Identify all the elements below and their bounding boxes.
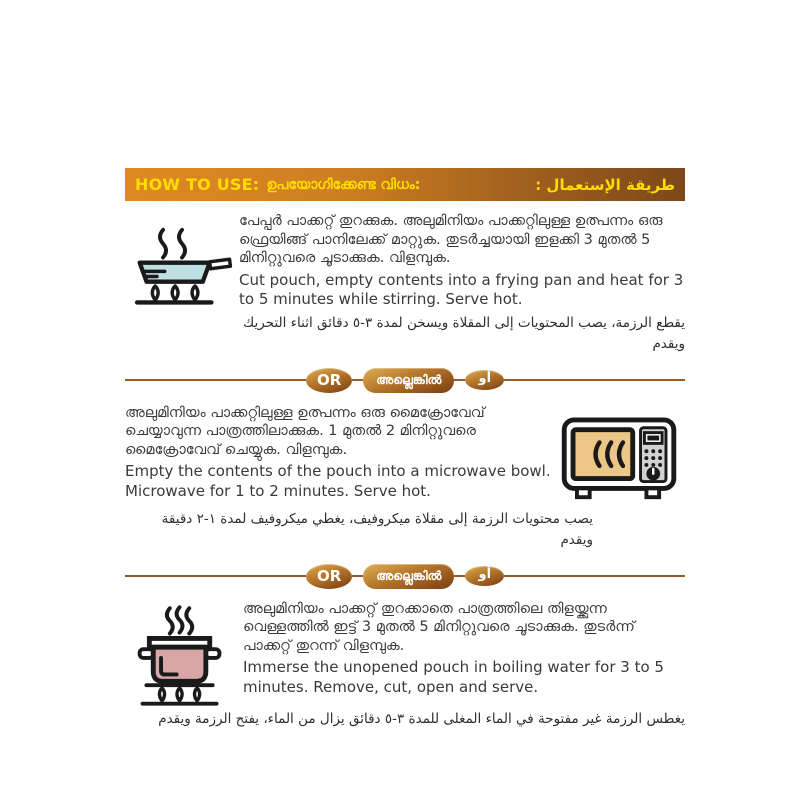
microwave-instruction-section: [125, 404, 685, 551]
microwave-icon: [561, 404, 685, 506]
how-to-use-header: [125, 168, 685, 201]
separator-line: [504, 379, 685, 381]
stove-instruction-arabic: يقطع الرزمة، يصب المحتويات إلى المقلاة ويسخن لمدة ٣-٥ دقائق اثناء التحريك ويقدم: [243, 314, 685, 352]
separator-line: [352, 575, 363, 577]
boiling-instruction-english: Immerse the unopened pouch in boiling water for 3 to 5 minutes. Remove, cut, open and serve.: [243, 658, 664, 696]
or-separator: [125, 564, 685, 589]
separator-line: [352, 379, 363, 381]
header-title-english: HOW TO USE:: [135, 175, 260, 194]
microwave-instruction-arabic: يصب محتويات الرزمة إلى مقلاة ميكروفيف، يغطي ميكروفيف لمدة ١-٢ دقيقة ويقدم: [161, 510, 593, 548]
header-left: [135, 175, 420, 194]
separator-line: [454, 379, 465, 381]
microwave-instruction-english: Empty the contents of the pouch into a microwave bowl. Microwave for 1 to 2 minutes. Serve hot.: [125, 462, 551, 500]
microwave-instruction-malayalam: അലുമിനിയം പാക്കറ്റിലുള്ള ഉത്പന്നം ഒരു മൈക്രോവേവ് ചെയ്യാവുന്ന പാത്രത്തിലാക്കുക. 1 മുതൽ 2 മിനിറ്റുവരെ മൈക്രോവേവ് ചെയ്യുക. വിളമ്പുക.: [125, 404, 485, 458]
separator-line: [454, 575, 465, 577]
or-badge-arabic: أو: [465, 566, 504, 586]
or-badge-english: OR: [306, 368, 352, 393]
or-badge-malayalam: അല്ലെങ്കിൽ: [363, 368, 454, 393]
separator-line: [125, 575, 306, 577]
separator-line: [504, 575, 685, 577]
or-badge-arabic: أو: [465, 370, 504, 390]
how-to-use-panel: [125, 168, 685, 730]
boiling-instruction-arabic: يغطس الرزمة غير مفتوحة في الماء المغلى للمدة ٣-٥ دقائق يزال من الماء، يفتح الرزمة ويقدم: [158, 710, 685, 727]
boiling-instruction-section: [125, 600, 685, 730]
stove-instruction-malayalam: പേപ്പർ പാക്കറ്റ് തുറക്കുക. അലുമിനിയം പാക്കറ്റിലുള്ള ഉത്പന്നം ഒരു ഫ്രെയിങ്ങ് പാനിലേക്ക് മാറ്റുക. തുടർച്ചയായി ഇളക്കി 3 മുതൽ 5 മിനിറ്റുവരെ ചൂടാക്കുക. വിളമ്പുക.: [239, 213, 663, 266]
stove-instruction-section: [125, 212, 685, 355]
or-badge-malayalam: അല്ലെങ്കിൽ: [363, 564, 454, 589]
header-title-malayalam: ഉപയോഗിക്കേണ്ട വിധം:: [266, 176, 421, 193]
cooking-pot-icon: [125, 600, 243, 706]
stove-instruction-english: Cut pouch, empty contents into a frying pan and heat for 3 to 5 minutes while stirring. Serve hot.: [239, 270, 684, 308]
frying-pan-icon: [125, 212, 237, 355]
or-separator: [125, 368, 685, 393]
boiling-instruction-malayalam: അലുമിനിയം പാക്കറ്റ് തുറക്കാതെ പാത്രത്തിലെ തിളയ്ക്കുന്ന വെള്ളത്തിൽ ഇട്ട് 3 മുതൽ 5 മിനിറ്റുവരെ ചൂടാക്കുക. തുടർന്ന് പാക്കറ്റ് തുറന്ന് വിളമ്പുക.: [243, 600, 635, 654]
header-title-arabic: طريقة الإستعمال :: [535, 175, 675, 194]
or-badge-english: OR: [306, 564, 352, 589]
separator-line: [125, 379, 306, 381]
